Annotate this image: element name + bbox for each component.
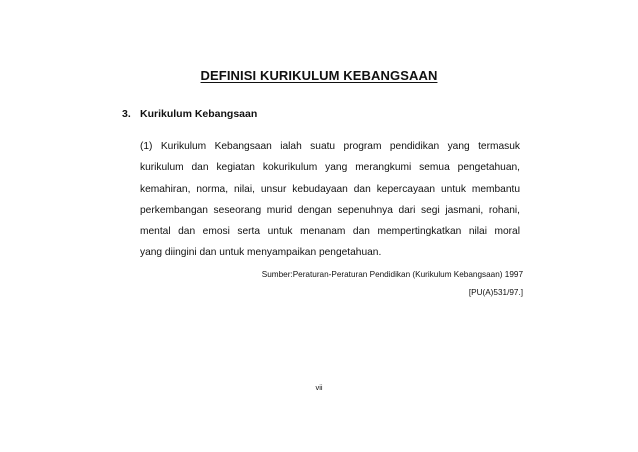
section-heading-text: Kurikulum Kebangsaan xyxy=(140,108,258,120)
source-reference: [PU(A)531/97.] xyxy=(468,288,523,297)
section-number: 3. xyxy=(122,108,131,120)
paragraph-line: kemahiran, norma, nilai, unsur kebudayaan dan kepercayaan untuk membantu xyxy=(140,183,520,195)
paragraph-line: (1) Kurikulum Kebangsaan ialah suatu program pendidikan yang termasuk xyxy=(140,141,520,152)
source-line: Sumber:Peraturan-Peraturan Pendidikan (Kurikulum Kebangsaan) 1997 xyxy=(261,270,523,279)
source-citation xyxy=(0,266,523,302)
page-number: vii xyxy=(315,383,323,392)
paragraph-line: yang diingini dan untuk menyampaikan pengetahuan. xyxy=(140,247,382,259)
paragraph-line: kurikulum dan kegiatan kokurikulum yang merangkumi semua pengetahuan, xyxy=(140,162,520,174)
document-title: DEFINISI KURIKULUM KEBANGSAAN xyxy=(200,68,438,83)
paragraph-line: perkembangan seseorang murid dengan sepenuhnya dari segi jasmani, rohani, xyxy=(140,204,520,216)
paragraph-line: mental dan emosi serta untuk menanam dan mempertingkatkan nilai moral xyxy=(140,226,520,238)
section-heading xyxy=(122,108,257,120)
definition-paragraph xyxy=(140,136,520,264)
